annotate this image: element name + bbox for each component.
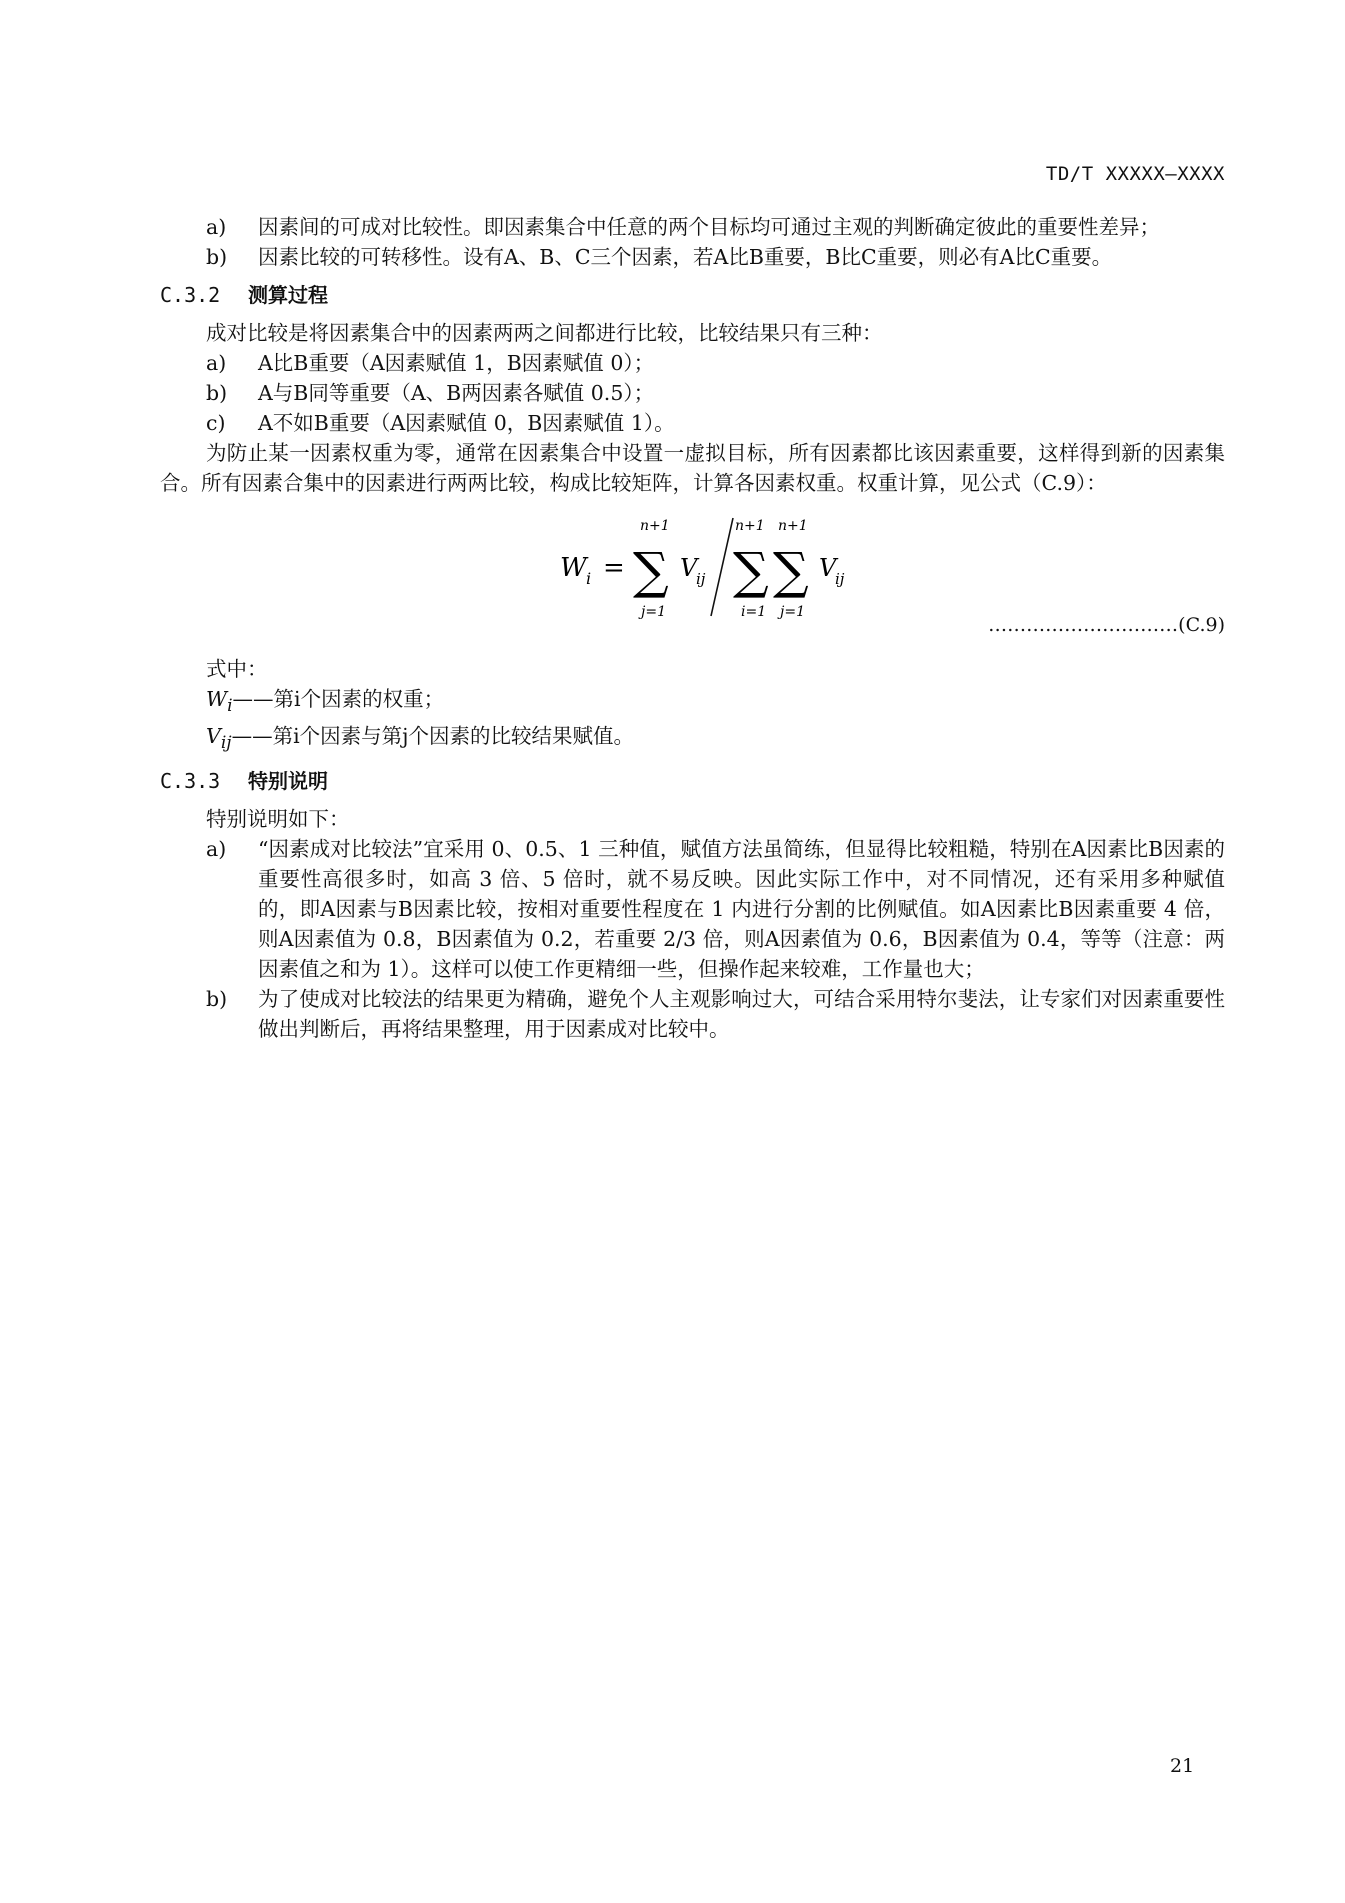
section-number: C.3.2 [160, 283, 221, 307]
list-text: “因素成对比较法”宜采用 0、0.5、1 三种值，赋值方法虽简练，但显得比较粗糙，特别在A因素比B因素的重要性高很多时，如高 3 倍、5 倍时，就不易反映。因此实际工作中，对不同情况，还有采用多种赋值的，即A因素与B因素比较，按相对重要性程度在 1 内进行分割的比例赋值。如A因素比B因素重要 4 倍，则A因素值为 0.8，B因素值为 0.2，若重要 2/3 倍，则A因素值为 0.6，B因素值为 0.4，等等（注意：两因素值之和为 1）。这样可以使工作更精细一些，但操作起来较难，工作量也大； [258, 837, 1225, 982]
formula-lhs: W [560, 553, 587, 583]
sum1-bottom: j=1 [641, 604, 666, 620]
list-text: A不如B重要（A因素赋值 0，B因素赋值 1）。 [258, 411, 675, 435]
list-text: A与B同等重要（A、B两因素各赋值 0.5）； [258, 381, 655, 405]
list-marker: b) [206, 381, 228, 405]
list-text: 因素间的可成对比较性。即因素集合中任意的两个目标均可通过主观的判断确定彼此的重要性差异； [258, 215, 1160, 239]
section-heading-c32 [160, 280, 1225, 310]
formula-slash [711, 518, 733, 616]
def-text: ——第i个因素的权重； [232, 687, 445, 711]
sum1-sigma: ∑ [633, 542, 669, 600]
formula-number: …………………………(C.9) [988, 614, 1225, 636]
term2-sub: ij [835, 570, 845, 588]
page-content [160, 212, 1225, 1044]
definition-vij [206, 721, 1225, 758]
note-intro: 特别说明如下： [206, 807, 350, 832]
list-marker: a) [206, 837, 227, 862]
definition-wi [206, 684, 1225, 721]
sum1-top: n+1 [640, 518, 670, 534]
sum3-top: n+1 [778, 518, 808, 534]
formula-equals: = [603, 553, 625, 583]
list-item [206, 242, 1225, 272]
list-marker: b) [206, 245, 228, 269]
formula-lhs-sub: i [586, 569, 592, 588]
sum3-sigma: ∑ [773, 542, 809, 600]
def-subscript: ij [220, 733, 232, 754]
list-marker: a) [206, 351, 227, 375]
list-item [206, 834, 1225, 984]
def-symbol: W [206, 687, 228, 711]
def-subscript: i [227, 696, 233, 717]
section-title: 测算过程 [248, 283, 328, 307]
section-title: 特别说明 [248, 769, 328, 794]
def-text: ——第i个因素与第j个因素的比较结果赋值。 [231, 724, 634, 749]
weight-paragraph: 为防止某一因素权重为零，通常在因素集合中设置一虚拟目标，所有因素都比该因素重要，这样得到新的因素集合。所有因素合集中的因素进行两两比较，构成比较矩阵，计算各因素权重。权重计算，见公式（C.9）： [160, 441, 1225, 495]
sum2-sigma: ∑ [733, 542, 769, 600]
list-text: 为了使成对比较法的结果更为精确，避免个人主观影响过大，可结合采用特尔斐法，让专家们对因素重要性做出判断后，再将结果整理，用于因素成对比较中。 [258, 987, 1225, 1042]
def-symbol: V [206, 724, 221, 749]
list-marker: c) [206, 411, 226, 435]
term1: V [680, 554, 698, 582]
term1-sub: ij [696, 570, 706, 588]
sum3-bottom: j=1 [780, 604, 805, 620]
formula-graphic [555, 508, 875, 623]
list-item [206, 408, 1225, 438]
list-item [206, 984, 1225, 1044]
list-text: A比B重要（A因素赋值 1，B因素赋值 0）； [258, 351, 655, 375]
list-item [206, 378, 1225, 408]
where-label: 式中： [206, 657, 268, 681]
list-marker: b) [206, 987, 228, 1012]
document-code-header: TD/T XXXXX—XXXX [1045, 163, 1225, 185]
sum2-top: n+1 [735, 518, 765, 534]
page-number: 21 [1170, 1755, 1195, 1777]
list-text: 因素比较的可转移性。设有A、B、C三个因素，若A比B重要，B比C重要，则必有A比C重要。 [258, 245, 1113, 269]
list-item [206, 348, 1225, 378]
intro-paragraph: 成对比较是将因素集合中的因素两两之间都进行比较，比较结果只有三种： [206, 321, 883, 345]
formula-c9 [160, 508, 1225, 628]
term2: V [819, 554, 837, 582]
section-number: C.3.3 [160, 769, 221, 794]
sum2-bottom: i=1 [741, 604, 767, 620]
section-heading-c33 [160, 766, 1225, 796]
list-item [206, 212, 1225, 242]
list-marker: a) [206, 215, 227, 239]
